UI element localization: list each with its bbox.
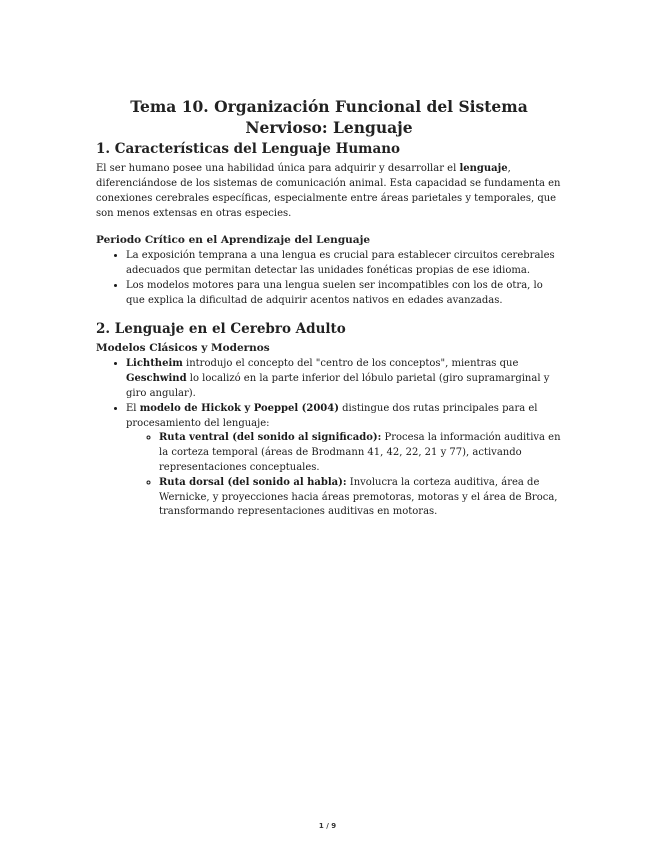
list-text: distingue dos rutas principales para el procesamiento del lenguaje: (126, 403, 538, 429)
paragraph-text: , diferenciándose de los sistemas de comunicación animal. Esta capacidad se fundamenta en conexiones cerebrales específicas, especialmente entre áreas parietales y temporales, que son menos extensas en otras especies. (96, 163, 561, 219)
list-text: Procesa la información auditiva en la corteza temporal (áreas de Brodmann 41, 42, 22, 21 y 77), activando representaciones conceptuales. (159, 432, 561, 473)
paragraph-bold-term: lenguaje (459, 163, 508, 174)
bold-term: modelo de Hickok y Poeppel (2004) (139, 403, 339, 415)
section-2-heading: 2. Lenguaje en el Cerebro Adulto (96, 321, 346, 338)
section-1-paragraph (96, 161, 562, 221)
document-title: Tema 10. Organización Funcional del Sistema Nervioso: Lenguaje (130, 97, 528, 137)
routes-list (126, 431, 562, 520)
document-page (96, 96, 562, 521)
subsection-critical-period-heading: Periodo Crítico en el Aprendizaje del Lenguaje (96, 234, 371, 246)
models-list (96, 357, 562, 520)
list-item (126, 357, 562, 401)
list-item (159, 431, 562, 475)
list-text: introdujo el concepto del "centro de los conceptos", mientras que (182, 358, 519, 370)
page-number: 1 / 9 (318, 822, 337, 830)
bold-term: Ruta ventral (del sonido al significado): (159, 432, 382, 444)
bold-term: Geschwind (126, 372, 187, 384)
critical-period-list (96, 249, 562, 308)
section-1-heading: 1. Características del Lenguaje Humano (96, 141, 401, 157)
list-item: • Los modelos motores para una lengua suelen ser incompatibles con los de otra, lo que explica la dificultad de adquirir acentos nativos en edades avanzadas. (126, 279, 562, 308)
list-item (159, 476, 562, 520)
list-item: • La exposición temprana a una lengua es crucial para establecer circuitos cerebrales adecuados que permitan detectar las unidades fonéticas propias de ese idioma. (126, 249, 562, 278)
list-item (126, 402, 562, 520)
bold-term: Ruta dorsal (del sonido al habla): (159, 477, 347, 489)
list-text: El (126, 403, 140, 415)
subsection-models-heading: Modelos Clásicos y Modernos (96, 342, 270, 355)
list-text: Involucra la corteza auditiva, área de Wernicke, y proyecciones hacia áreas premotoras, motoras y el área de Broca, transformando representaciones auditivas en motoras. (159, 477, 558, 518)
paragraph-text: El ser humano posee una habilidad única para adquirir y desarrollar el (96, 163, 460, 174)
bold-term: Lichtheim (126, 358, 183, 370)
list-text: lo localizó en la parte inferior del lóbulo parietal (giro supramarginal y giro angular). (126, 372, 550, 399)
